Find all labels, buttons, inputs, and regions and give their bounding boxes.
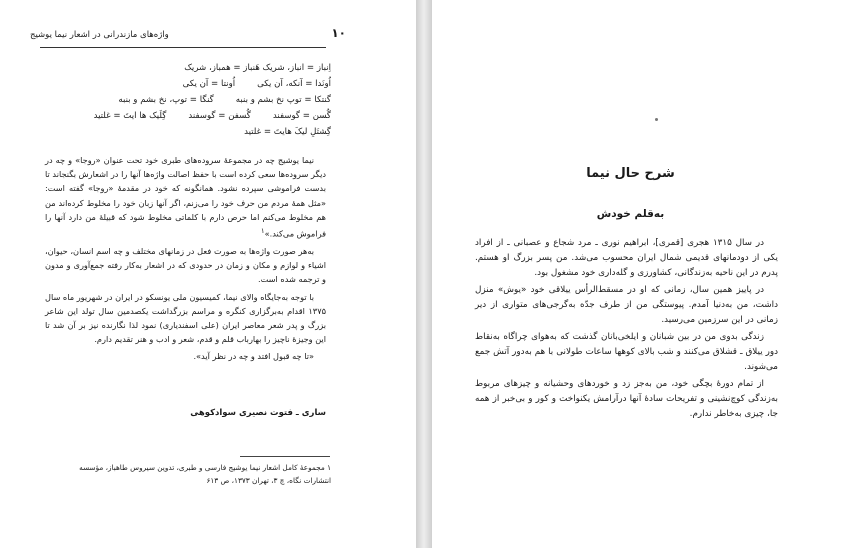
chapter-title: شرح حال نیما [586, 166, 675, 181]
header-rule [40, 47, 326, 48]
glossary [60, 60, 331, 140]
glossary-entry: گنگا = توپ، نخ بشم و بنبه [118, 95, 214, 105]
paragraph: «تا چه قبول افتد و چه در نظر آید». [193, 351, 314, 362]
running-title: واژه‌های مازندرانی در اشعار نیما یوشیج [30, 30, 169, 40]
page-number: ۱۰ [331, 26, 346, 40]
glossary-row [60, 124, 331, 140]
glossary-entry: اُونَدا = آنکه، آن یکی [257, 79, 331, 89]
footnote: ۱ مجموعهٔ کامل اشعار نیما یوشیج فارسی و طبری، تدوین سیروس طاهباز، مؤسسه انتشارات نگاه، چ ۳، تهران ۱۳۷۳، ص ۶۱۳ [79, 463, 331, 485]
running-header [30, 26, 346, 40]
left-body-text [45, 153, 326, 367]
glossary-row [60, 92, 331, 108]
paragraph-text: نیما یوشیج چه در مجموعهٔ سروده‌های طبری خود تحت عنوان «روجا» و چه در دیگر سروده‌ها سعی کرده است با حفظ اصالت واژه‌ها آنها را در اشعارش بگنجاند تا بدست فراموشی سپرده نشود. همانگونه که خود در مقدمهٔ «روجا» گفته است: «مثل همهٔ مردم من حرف خود را می‌زنم، اگر آنها زبان خود را مخلوط کرده‌اند من هم مخلوط می‌کنم اما حرص دارم با کلماتی مخلوط شود که قبیلهٔ من دارد آنها را فراموش می‌کند.» [45, 155, 326, 239]
paragraph: از تمام دورهٔ بچگی خود، من به‌جز زد و خوردهای وحشیانه و چیزهای مربوط به‌زندگی کوچ‌نشینی و تفریحات سادهٔ آنها درآرامش یکنواخت و کور و بی‌خبر از همه جا، چیزی به‌خاطر ندارم. [475, 379, 778, 419]
glossary-entry: گِشتَلِ لیکَ هایتَ = غلتید [244, 127, 331, 137]
footnote-rule [240, 456, 330, 457]
author-signature: ساری ـ فتوت نصیری سوادکوهی [190, 408, 326, 418]
glossary-entry: گنتکا = توپ نخ بشم و بنبه [235, 95, 331, 105]
glossary-row [60, 108, 331, 124]
glossary-entry: اُونتا = آن یکی [182, 79, 236, 89]
paragraph: در پاییز همین سال، زمانی که او در مسقط‌الرأس ییلاقی خود «یوش» منزل داشت، من به‌دنیا آمدم. پیوستگی من از طرف جدّه به‌گرجی‌های متواری از دیر زمانی در این سرزمین می‌رسید. [475, 285, 778, 325]
paragraph [45, 153, 326, 241]
footnote-marker: ۱ [260, 227, 265, 236]
glossary-entry: اِنباز = انباز، شریک هَنباز = همباز، شریک [184, 63, 331, 73]
glossary-entry: گِلَیک ها ایتَ = غلتید [93, 111, 167, 121]
paragraph: به‌هر صورت واژه‌ها به صورت فعل در زمانهای مختلف و چه اسم انسان، حیوان، اشیاء و لوازم و مکان و زمان در حدودی که در اشعار به‌کار رفته جمع‌آوری و مدون و ترجمه شده است. [45, 245, 326, 285]
glossary-row [60, 60, 331, 76]
left-page [0, 0, 416, 548]
paragraph: در سال ۱۳۱۵ هجری [قمری]، ابراهیم نوری ـ مرد شجاع و عصبانی ـ از افراد یکی از دودمانهای قدیمی شمال ایران محسوب می‌شد. من پسر بزرگ او هستم. پدرم در این ناحیه به‌زندگانی، کشاورزی و گله‌داری خود مشغول بود. [475, 238, 778, 278]
paragraph: با توجه به‌جایگاه والای نیما، کمیسیون ملی یونسکو در ایران در شهریور ماه سال ۱۳۷۵ اقدام به‌برگزاری کنگره و مراسم بزرگداشت یکصدمین سال تولد این شاعر بزرگ و پدر شعر معاصر ایران (علی اسفندیاری) نمود لذا نگارنده نیز بر آن شد تا این وجیزهٔ ناچیز را بهارباب قلم و قدم، شعر و ادب و هنر تقدیم دارم. [45, 291, 326, 345]
book-gutter [416, 0, 432, 548]
right-body-text [475, 236, 778, 424]
chapter-subtitle: به‌قلم خودش [596, 208, 665, 220]
page-speck [655, 118, 658, 121]
glossary-entry: گُسفن = گوسفند [188, 111, 251, 121]
glossary-row [60, 76, 331, 92]
glossary-entry: گُسن = گوسفند [272, 111, 331, 121]
paragraph: زندگی بدوی من در بین شبانان و ایلخی‌بانان گذشت که به‌هوای چراگاه به‌نقاط دور ییلاق ـ قشلاق می‌کنند و شب بالای کوهها ساعات طولانی با هم به‌دور آتش جمع می‌شوند. [475, 332, 778, 372]
